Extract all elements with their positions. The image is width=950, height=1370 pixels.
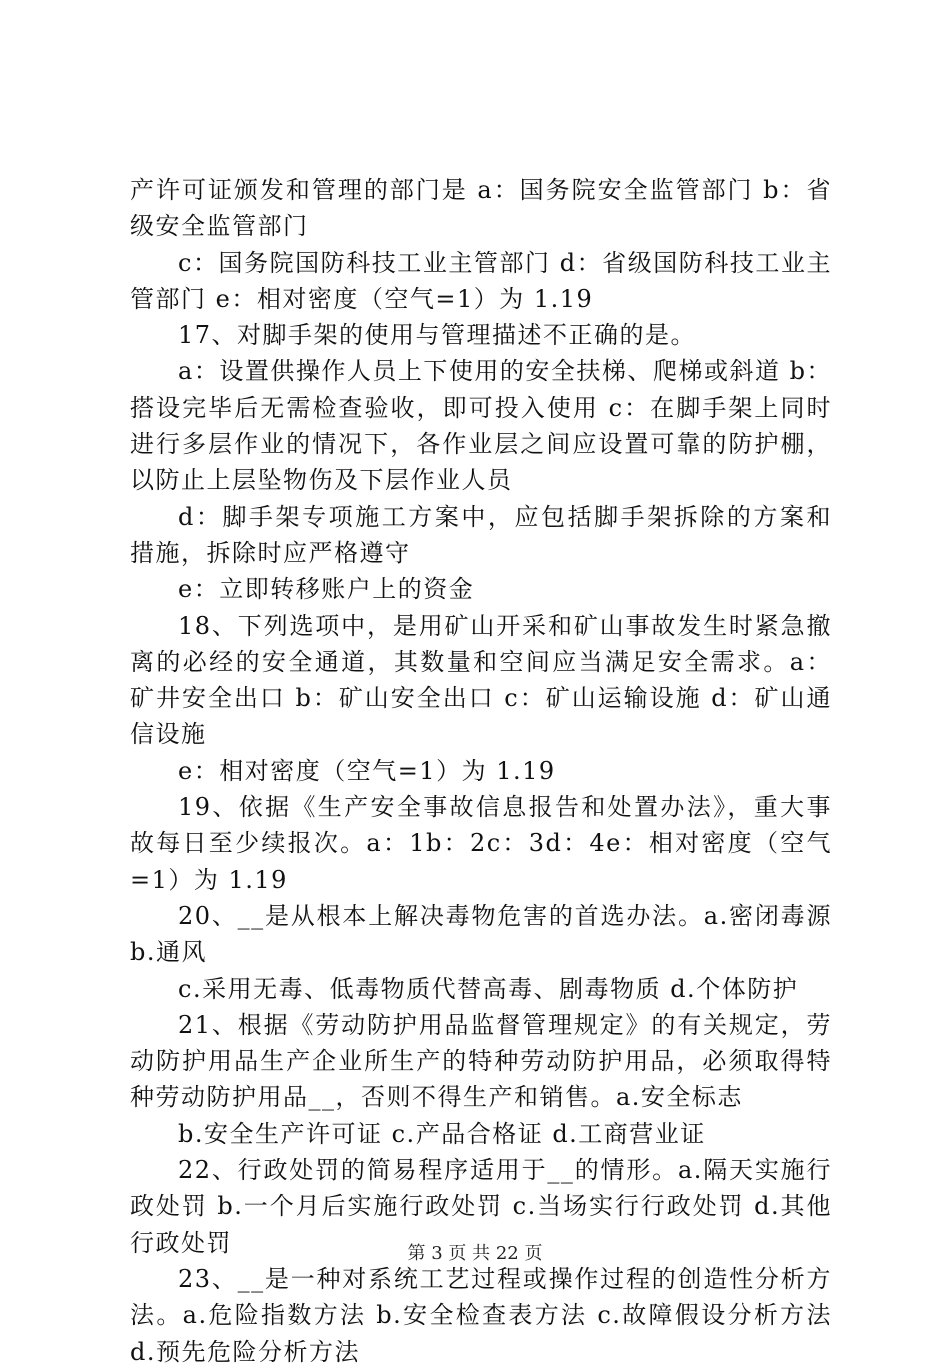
document-body — [130, 172, 832, 1370]
paragraph: e：立即转移账户上的资金 — [178, 575, 475, 604]
question-23: 23、__是一种对系统工艺过程或操作过程的创造性分析方法。a.危险指数方法 b.安全检查表方法 c.故障假设分析方法 d.预先危险分析方法 — [130, 1264, 832, 1366]
paragraph: e：相对密度（空气=1）为 1.19 — [178, 756, 556, 785]
paragraph: c：国务院国防科技工业主管部门 d：省级国防科技工业主管部门 e：相对密度（空气=1）为 1.19 — [130, 248, 832, 313]
question-17: 17、对脚手架的使用与管理描述不正确的是。 — [178, 321, 697, 350]
paragraph: 产许可证颁发和管理的部门是 a：国务院安全监管部门 b：省级安全监管部门 — [130, 176, 832, 241]
page-number-footer: 第 3 页 共 22 页 — [407, 1243, 543, 1264]
paragraph: c.采用无毒、低毒物质代替高毒、剧毒物质 d.个体防护 — [178, 974, 799, 1003]
question-20: 20、__是从根本上解决毒物危害的首选办法。a.密闭毒源 b.通风 — [130, 901, 832, 967]
question-22: 22、行政处罚的简易程序适用于__的情形。a.隔天实施行政处罚 b.一个月后实施行政处罚 c.当场实行行政处罚 d.其他行政处罚 — [130, 1156, 832, 1257]
question-18: 18、下列选项中，是用矿山开采和矿山事故发生时紧急撤离的必经的安全通道，其数量和空间应当满足安全需求。a：矿井安全出口 b：矿山安全出口 c：矿山运输设施 d：矿山通信设施 — [130, 611, 832, 749]
paragraph: d：脚手架专项施工方案中，应包括脚手架拆除的方案和措施，拆除时应严格遵守 — [130, 502, 832, 567]
paragraph: b.安全生产许可证 c.产品合格证 d.工商营业证 — [178, 1119, 706, 1148]
question-19: 19、依据《生产安全事故信息报告和处置办法》，重大事故每日至少续报次。a：1b：2c：3d：4e：相对密度（空气=1）为 1.19 — [130, 793, 832, 894]
question-21: 21、根据《劳动防护用品监督管理规定》的有关规定，劳动防护用品生产企业所生产的特种劳动防护用品，必须取得特种劳动防护用品__，否则不得生产和销售。a.安全标志 — [130, 1010, 832, 1112]
paragraph: a：设置供操作人员上下使用的安全扶梯、爬梯或斜道 b：搭设完毕后无需检查验收，即可投入使用 c：在脚手架上同时进行多层作业的情况下，各作业层之间应设置可靠的防护棚，以防止上层坠物伤及下层作业人员 — [130, 357, 832, 495]
